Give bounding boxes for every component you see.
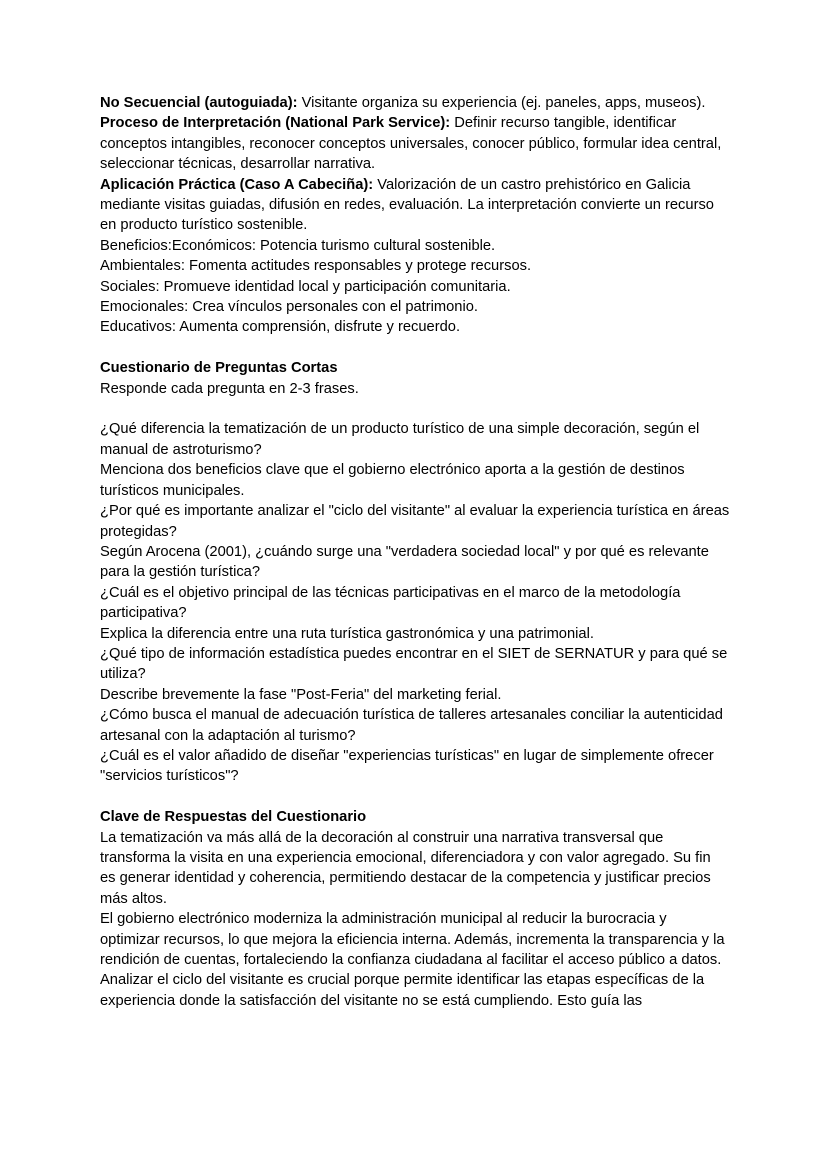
paragraph: La tematización va más allá de la decoración al construir una narrativa transversal que transforma la visita en una experiencia emocional, diferenciadora y con valor agregado. Su fin es generar identidad y coherencia, permitiendo destacar de la competencia y justificar precios más altos. — [100, 829, 711, 907]
paragraph: ¿Qué tipo de información estadística puedes encontrar en el SIET de SERNATUR y para qué se utiliza? — [100, 645, 728, 683]
paragraph-lead: Proceso de Interpretación (National Park Service): — [100, 115, 451, 132]
paragraph-spacer — [100, 787, 730, 807]
paragraph-spacer — [100, 399, 730, 419]
paragraph-text: Valorización de un castro prehistórico en Galicia mediante visitas guiadas, difusión en redes, evaluación. La interpretación convierte un recurso en producto turístico sostenible. — [100, 176, 714, 234]
paragraph-spacer — [100, 338, 730, 358]
paragraph: Emocionales: Crea vínculos personales con el patrimonio. — [100, 299, 478, 316]
paragraph: Menciona dos beneficios clave que el gobierno electrónico aporta a la gestión de destinos turísticos municipales. — [100, 462, 685, 499]
paragraph: Según Arocena (2001), ¿cuándo surge una "verdadera sociedad local" y por qué es relevante para la gestión turística? — [100, 543, 709, 581]
paragraph: El gobierno electrónico moderniza la administración municipal al reducir la burocracia y optimizar recursos, lo que mejora la eficiencia interna. Además, incrementa la transparencia y la rendición de cuentas, fortaleciendo la confianza ciudadana al facilitar el acceso público a datos. — [100, 911, 725, 969]
paragraph: Beneficios:Económicos: Potencia turismo cultural sostenible. — [100, 237, 496, 254]
paragraph: ¿Cuál es el objetivo principal de las técnicas participativas en el marco de la metodología participativa? — [100, 584, 681, 622]
paragraph: ¿Por qué es importante analizar el "ciclo del visitante" al evaluar la experiencia turística en áreas protegidas? — [100, 503, 730, 540]
paragraph-lead: Aplicación Práctica (Caso A Cabeciña): — [100, 176, 374, 193]
paragraph: Sociales: Promueve identidad local y participación comunitaria. — [100, 278, 511, 295]
paragraph: Educativos: Aumenta comprensión, disfrute y recuerdo. — [100, 319, 461, 336]
paragraph — [100, 175, 730, 236]
paragraph: ¿Cómo busca el manual de adecuación turística de talleres artesanales conciliar la autenticidad artesanal con la adaptación al turismo? — [100, 707, 723, 744]
paragraph: ¿Qué diferencia la tematización de un producto turístico de una simple decoración, según el manual de astroturismo? — [100, 421, 700, 458]
paragraph: Responde cada pregunta en 2-3 frases. — [100, 380, 359, 397]
paragraph — [100, 113, 730, 174]
paragraph-text: Visitante organiza su experiencia (ej. paneles, apps, museos). — [297, 95, 706, 111]
paragraph: Explica la diferencia entre una ruta turística gastronómica y una patrimonial. — [100, 625, 594, 642]
paragraph-lead: No Secuencial (autoguiada): — [100, 95, 298, 111]
section-heading: Clave de Respuestas del Cuestionario — [100, 809, 367, 826]
paragraph: ¿Cuál es el valor añadido de diseñar "experiencias turísticas" en lugar de simplemente ofrecer "servicios turísticos"? — [100, 747, 714, 785]
paragraph-text: Definir recurso tangible, identificar conceptos intangibles, reconocer conceptos universales, conocer público, formular idea central, seleccionar técnicas, desarrollar narrativa. — [100, 115, 722, 173]
paragraph: Analizar el ciclo del visitante es crucial porque permite identificar las etapas específicas de la experiencia donde la satisfacción del visitante no se está cumpliendo. Esto guía las — [100, 972, 705, 1009]
document-body[interactable] — [100, 93, 730, 1011]
paragraph: Ambientales: Fomenta actitudes responsables y protege recursos. — [100, 258, 532, 275]
paragraph — [100, 93, 730, 113]
paragraph: Describe brevemente la fase "Post-Feria" del marketing ferial. — [100, 686, 502, 703]
section-heading: Cuestionario de Preguntas Cortas — [100, 360, 338, 377]
